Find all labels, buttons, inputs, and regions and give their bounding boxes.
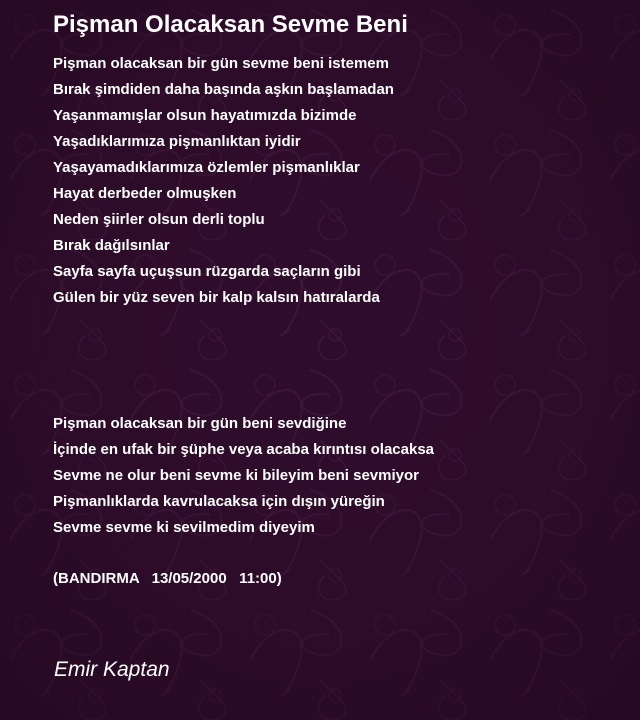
poem-line: Pişmanlıklarda kavrulacaksa için dışın yüreğin (53, 493, 385, 510)
poem-dateline: (BANDIRMA 13/05/2000 11:00) (53, 570, 282, 587)
poem-line: Gülen bir yüz seven bir kalp kalsın hatıralarda (53, 289, 380, 306)
poem-author: Emir Kaptan (54, 658, 170, 681)
poem-line: Hayat derbeder olmuşken (53, 185, 237, 202)
poem-line: Sayfa sayfa uçuşsun rüzgarda saçların gibi (53, 263, 361, 280)
poem-line: Pişman olacaksan bir gün sevme beni istemem (53, 55, 389, 72)
poem-line: Bırak dağılsınlar (53, 237, 170, 254)
poem-line: Neden şiirler olsun derli toplu (53, 211, 265, 228)
poem-line: Yaşayamadıklarımıza özlemler pişmanlıklar (53, 159, 360, 176)
poem-title: Pişman Olacaksan Sevme Beni (53, 11, 408, 38)
poem-line: Bırak şimdiden daha başında aşkın başlamadan (53, 81, 394, 98)
poem-line: Sevme sevme ki sevilmedim diyeyim (53, 519, 315, 536)
poem-line: İçinde en ufak bir şüphe veya acaba kırıntısı olacaksa (53, 441, 435, 458)
stanza-2 (53, 411, 434, 541)
poem-line: Yaşadıklarımıza pişmanlıktan iyidir (53, 133, 301, 150)
poem-line: Pişman olacaksan bir gün beni sevdiğine (53, 415, 347, 432)
stanza-1 (53, 51, 394, 311)
poem-line: Yaşanmamışlar olsun hayatımızda bizimde (53, 107, 357, 124)
poem-line: Sevme ne olur beni sevme ki bileyim beni sevmiyor (53, 467, 419, 484)
